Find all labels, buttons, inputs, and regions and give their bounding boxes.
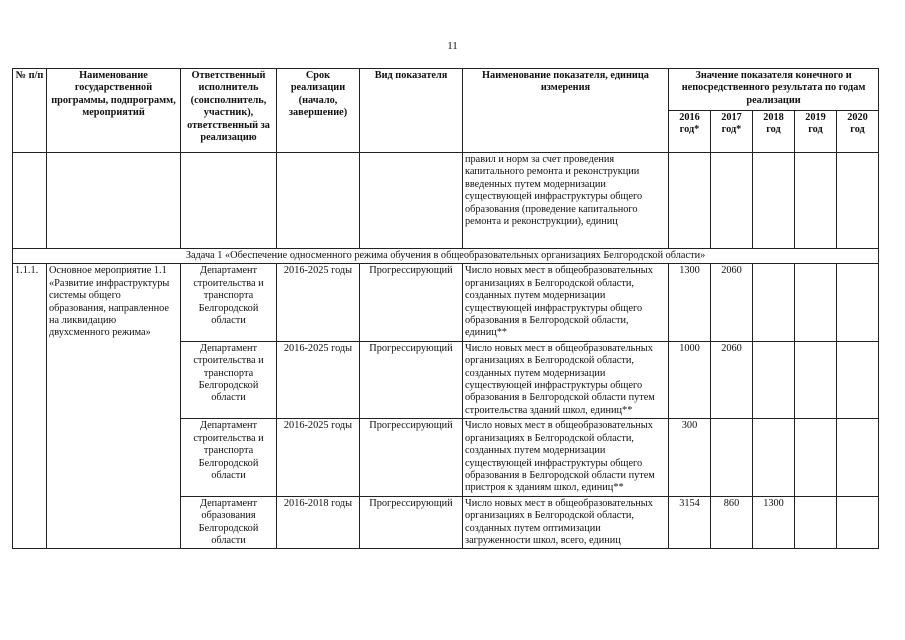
type-cell: Прогрессирующий (360, 264, 463, 341)
responsible-cell: Департамент строительства и транспорта Белгородской области (181, 341, 277, 418)
value-2018 (753, 419, 795, 496)
type-cell: Прогрессирующий (360, 341, 463, 418)
value-2017: 860 (711, 496, 753, 549)
value-2016: 1300 (669, 264, 711, 341)
header-year-2019: 2019 год (795, 111, 837, 153)
term-cell: 2016-2025 годы (277, 341, 360, 418)
responsible-cell: Департамент строительства и транспорта Белгородской области (181, 264, 277, 341)
value-2019 (795, 496, 837, 549)
value-2017 (711, 419, 753, 496)
indicator-cell: Число новых мест в общеобразовательных организациях в Белгородской области, созданных путем оптимизации загруженности школ, всего, единиц (463, 496, 669, 549)
value-2017: 2060 (711, 264, 753, 341)
value-2020 (837, 419, 879, 496)
value-2020 (837, 341, 879, 418)
cell-empty (711, 153, 753, 249)
cell-empty (753, 153, 795, 249)
item-name: Основное мероприятие 1.1 «Развитие инфраструктуры системы общего образования, направленное на ликвидацию двухсменного режима» (47, 264, 181, 549)
header-year-2020: 2020 год (837, 111, 879, 153)
value-2018 (753, 264, 795, 341)
term-cell: 2016-2018 годы (277, 496, 360, 549)
value-2019 (795, 419, 837, 496)
value-2019 (795, 264, 837, 341)
table-row (13, 264, 879, 341)
program-table (12, 68, 879, 549)
indicator-cell: Число новых мест в общеобразовательных организациях в Белгородской области, созданных путем модернизации существующей инфраструктуры общего образования в Белгородской области путем пристроя к зданиям школ, единиц** (463, 419, 669, 496)
type-cell: Прогрессирующий (360, 496, 463, 549)
value-2017: 2060 (711, 341, 753, 418)
header-year-2018: 2018 год (753, 111, 795, 153)
value-2018: 1300 (753, 496, 795, 549)
value-2016: 3154 (669, 496, 711, 549)
cell-empty (47, 153, 181, 249)
item-number: 1.1.1. (13, 264, 47, 549)
value-2016: 1000 (669, 341, 711, 418)
responsible-cell: Департамент образования Белгородской области (181, 496, 277, 549)
header-indicator-name: Наименование показателя, единица измерения (463, 69, 669, 153)
indicator-cell: Число новых мест в общеобразовательных организациях в Белгородской области, созданных путем модернизации существующей инфраструктуры общего образования в Белгородской области, единиц** (463, 264, 669, 341)
header-indicator-type: Вид показателя (360, 69, 463, 153)
cell-empty (837, 153, 879, 249)
header-responsible: Ответственный исполнитель (соисполнитель, участник), ответственный за реализацию (181, 69, 277, 153)
type-cell: Прогрессирующий (360, 419, 463, 496)
term-cell: 2016-2025 годы (277, 264, 360, 341)
cell-empty (669, 153, 711, 249)
cell-empty (795, 153, 837, 249)
value-2016: 300 (669, 419, 711, 496)
header-year-2017: 2017 год* (711, 111, 753, 153)
header-year-2016: 2016 год* (669, 111, 711, 153)
indicator-cell: Число новых мест в общеобразовательных организациях в Белгородской области, созданных путем модернизации существующей инфраструктуры общего образования в Белгородской области путем строительства зданий школ, единиц** (463, 341, 669, 418)
term-cell: 2016-2025 годы (277, 419, 360, 496)
cell-empty (181, 153, 277, 249)
cell-empty (13, 153, 47, 249)
value-2020 (837, 264, 879, 341)
header-no: № п/п (13, 69, 47, 153)
header-name: Наименование государственной программы, подпрограмм, мероприятий (47, 69, 181, 153)
header-values-group: Значение показателя конечного и непосредственного результата по годам реализации (669, 69, 879, 111)
cell-empty (360, 153, 463, 249)
header-term: Срок реализации (начало, завершение) (277, 69, 360, 153)
responsible-cell: Департамент строительства и транспорта Белгородской области (181, 419, 277, 496)
continuation-row (13, 153, 879, 249)
value-2020 (837, 496, 879, 549)
cell-empty (277, 153, 360, 249)
continuation-indicator: правил и норм за счет проведения капитального ремонта и реконструкции введенных путем модернизации существующей инфраструктуры общего образования (проведение капитального ремонта и реконструкции), единиц (463, 153, 669, 249)
value-2019 (795, 341, 837, 418)
task-row (13, 249, 879, 264)
task-label: Задача 1 «Обеспечение односменного режима обучения в общеобразовательных организациях Белгородской области» (13, 249, 879, 264)
value-2018 (753, 341, 795, 418)
page-number: 11 (447, 40, 458, 52)
